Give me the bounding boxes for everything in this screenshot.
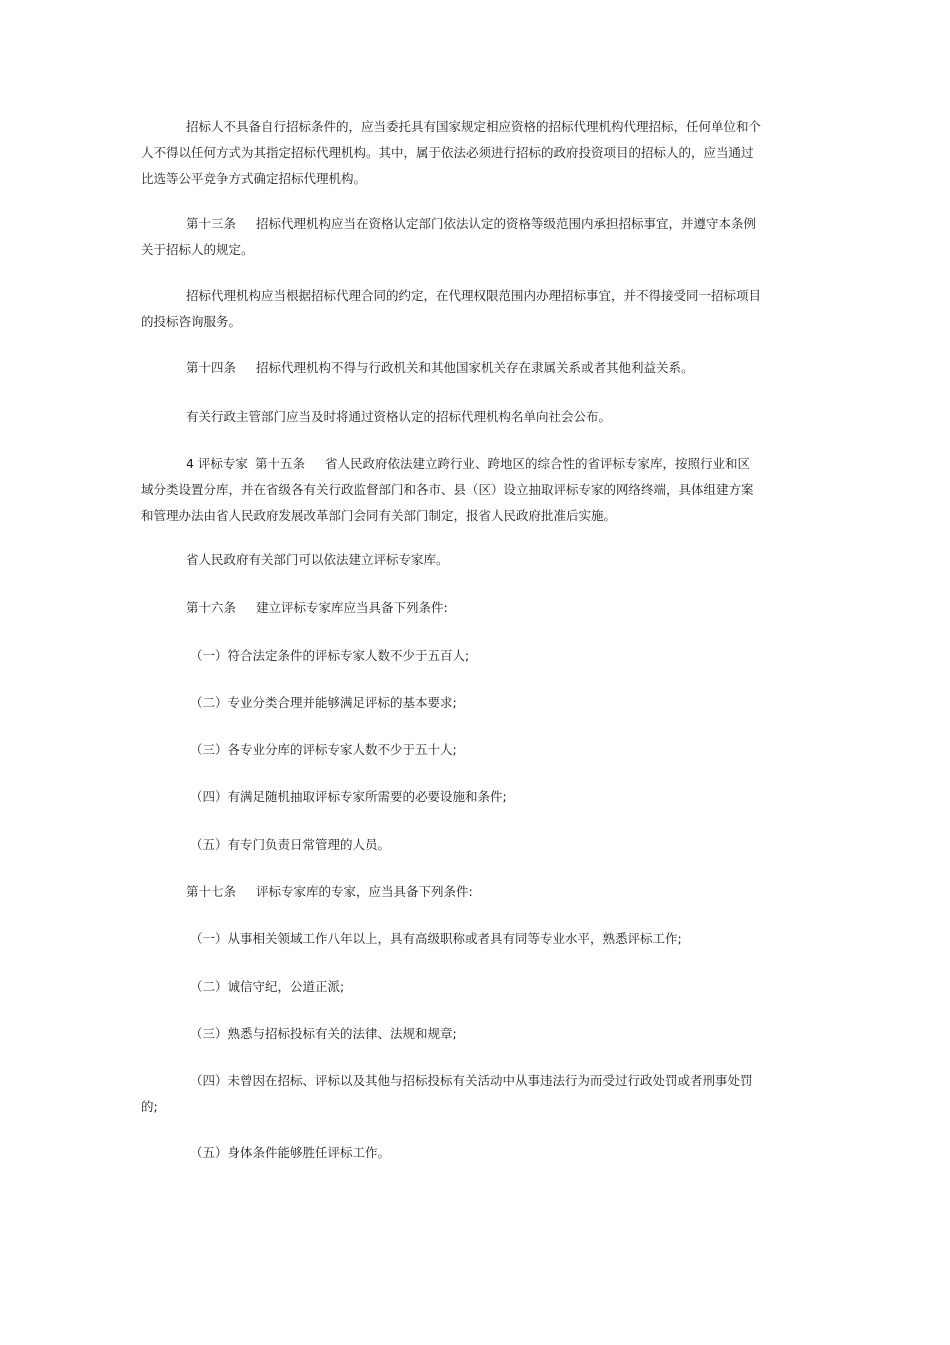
article-16-item-3: （三）各专业分库的评标专家人数不少于五十人; <box>190 742 457 757</box>
article-17-item-4: （四）未曾因在招标、评标以及其他与招标投标有关活动中从事违法行为而受过行政处罚或者刑事处罚的; <box>141 1073 753 1114</box>
article-13-text: 招标代理机构应当在资格认定部门依法认定的资格等级范围内承担招标事宜，并遵守本条例关于招标人的规定。 <box>141 216 757 257</box>
article-17-item-5: （五）身体条件能够胜任评标工作。 <box>190 1145 391 1160</box>
article-16-item-1: （一）符合法定条件的评标专家人数不少于五百人; <box>190 648 470 663</box>
article-13-label: 第十三条 <box>186 216 237 231</box>
article-17 <box>141 879 761 905</box>
article-17-label: 第十七条 <box>186 884 237 899</box>
article-16-item-4: （四）有满足随机抽取评标专家所需要的必要设施和条件; <box>190 789 507 804</box>
article-15-text: 省人民政府依法建立跨行业、跨地区的综合性的省评标专家库，按照行业和区域分类设置分库，并在省级各有关行政监督部门和各市、县（区）设立抽取评标专家的网络终端，具体组建方案和管理办法由省人民政府发展改革部门会同有关部门制定，报省人民政府批准后实施。 <box>141 456 754 523</box>
section-4-label: 4 评标专家 <box>186 456 248 471</box>
article-17-item-1: （一）从事相关领域工作八年以上，具有高级职称或者具有同等专业水平，熟悉评标工作; <box>190 931 682 946</box>
article-16-item-5: （五）有专门负责日常管理的人员。 <box>190 837 391 852</box>
article-17-item-2: （二）诚信守纪，公道正派; <box>190 979 345 994</box>
paragraph-department-expert-pool: 省人民政府有关部门可以依法建立评标专家库。 <box>186 552 449 567</box>
paragraph-agency-requirement: 招标人不具备自行招标条件的，应当委托具有国家规定相应资格的招标代理机构代理招标，任何单位和个人不得以任何方式为其指定招标代理机构。其中，属于依法必须进行招标的政府投资项目的招标人的，应当通过比选等公平竞争方式确定招标代理机构。 <box>141 119 762 186</box>
article-13 <box>141 211 761 263</box>
article-15 <box>141 451 761 529</box>
article-16-text: 建立评标专家库应当具备下列条件: <box>256 600 448 615</box>
article-14-label: 第十四条 <box>186 360 237 375</box>
article-16-label: 第十六条 <box>186 600 237 615</box>
article-16-item-2: （二）专业分类合理并能够满足评标的基本要求; <box>190 695 457 710</box>
paragraph-publish-list: 有关行政主管部门应当及时将通过资格认定的招标代理机构名单向社会公布。 <box>186 409 612 424</box>
article-14-text: 招标代理机构不得与行政机关和其他国家机关存在隶属关系或者其他利益关系。 <box>256 360 694 375</box>
article-17-item-3: （三）熟悉与招标投标有关的法律、法规和规章; <box>190 1026 457 1041</box>
article-16 <box>141 595 761 621</box>
paragraph-agency-contract: 招标代理机构应当根据招标代理合同的约定，在代理权限范围内办理招标事宜，并不得接受同一招标项目的投标咨询服务。 <box>141 288 762 329</box>
article-14 <box>141 355 761 381</box>
article-17-text: 评标专家库的专家，应当具备下列条件: <box>256 884 473 899</box>
article-15-label: 第十五条 <box>254 456 305 471</box>
